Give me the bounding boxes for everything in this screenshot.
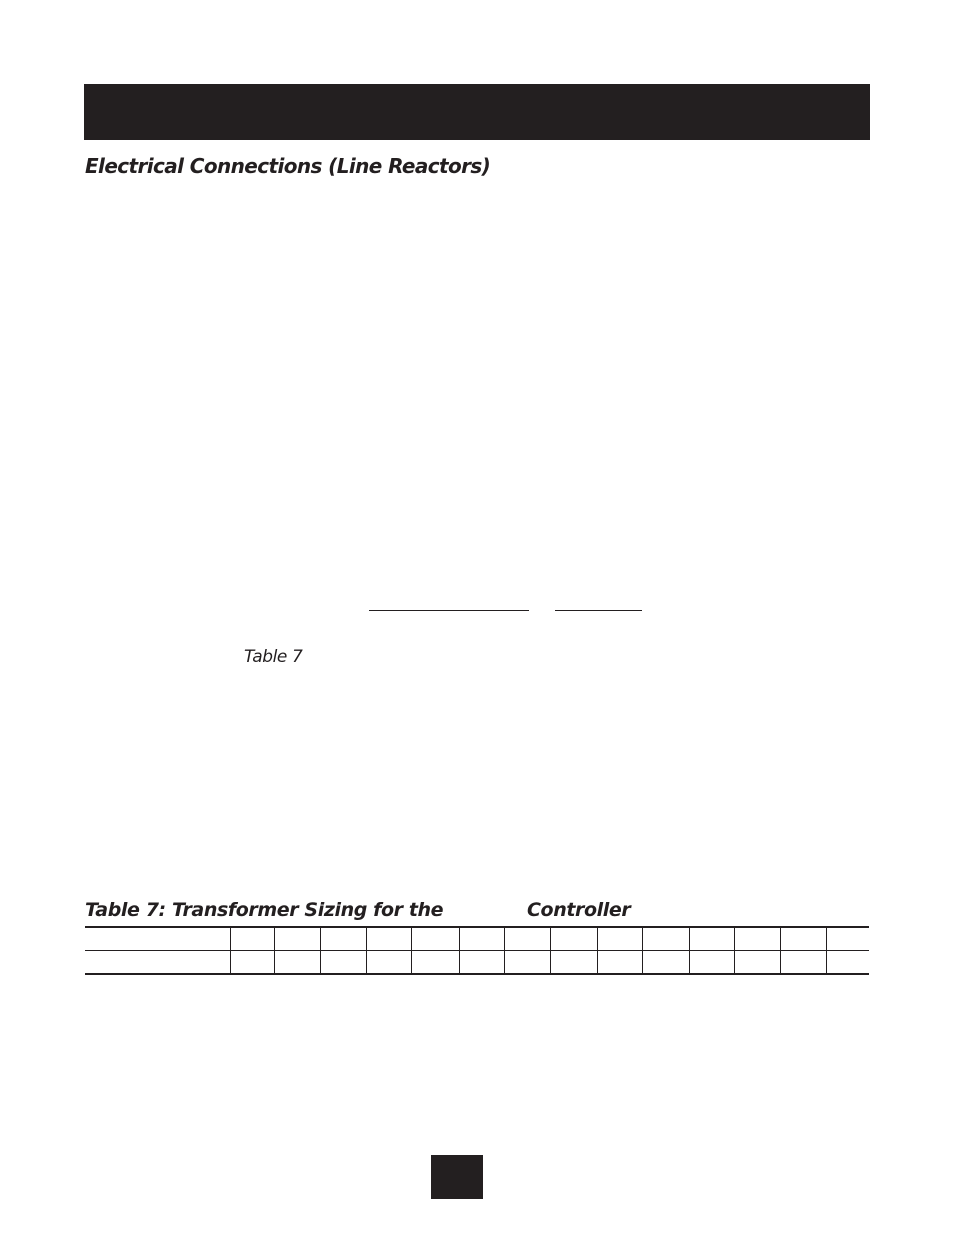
table-cell [274, 927, 320, 951]
table-cell [459, 951, 504, 975]
table-cell [826, 951, 869, 975]
table-caption-part1: Table 7: Transformer Sizing for the [85, 899, 444, 921]
underline-rule-2 [555, 610, 642, 611]
table-caption-part2: Controller [527, 899, 631, 921]
header-bar [84, 84, 870, 140]
table-cell [230, 927, 274, 951]
underline-rule-1 [369, 610, 529, 611]
table-cell [85, 951, 230, 975]
table-cell [734, 951, 780, 975]
table-cell [411, 927, 459, 951]
page-number-box [431, 1155, 483, 1199]
table-cell [642, 927, 689, 951]
table-cell [689, 927, 734, 951]
table-cell [780, 951, 826, 975]
table-cell [320, 927, 366, 951]
table-cell [230, 951, 274, 975]
table-cell [550, 951, 597, 975]
table-cell [780, 927, 826, 951]
table-cell [274, 951, 320, 975]
table-cell [504, 927, 550, 951]
table-cell [642, 951, 689, 975]
transformer-sizing-table [85, 926, 869, 975]
table-cell [550, 927, 597, 951]
table-cell [504, 951, 550, 975]
table-cell [366, 951, 411, 975]
table-cell [734, 927, 780, 951]
table-row [85, 927, 869, 951]
table-reference: Table 7 [244, 647, 303, 667]
table-row [85, 951, 869, 975]
table-cell [366, 927, 411, 951]
table-cell [85, 927, 230, 951]
table-cell [689, 951, 734, 975]
table-cell [826, 927, 869, 951]
table-cell [597, 927, 642, 951]
section-title: Electrical Connections (Line Reactors) [85, 154, 491, 178]
table-cell [459, 927, 504, 951]
table-cell [597, 951, 642, 975]
table-cell [320, 951, 366, 975]
table-cell [411, 951, 459, 975]
